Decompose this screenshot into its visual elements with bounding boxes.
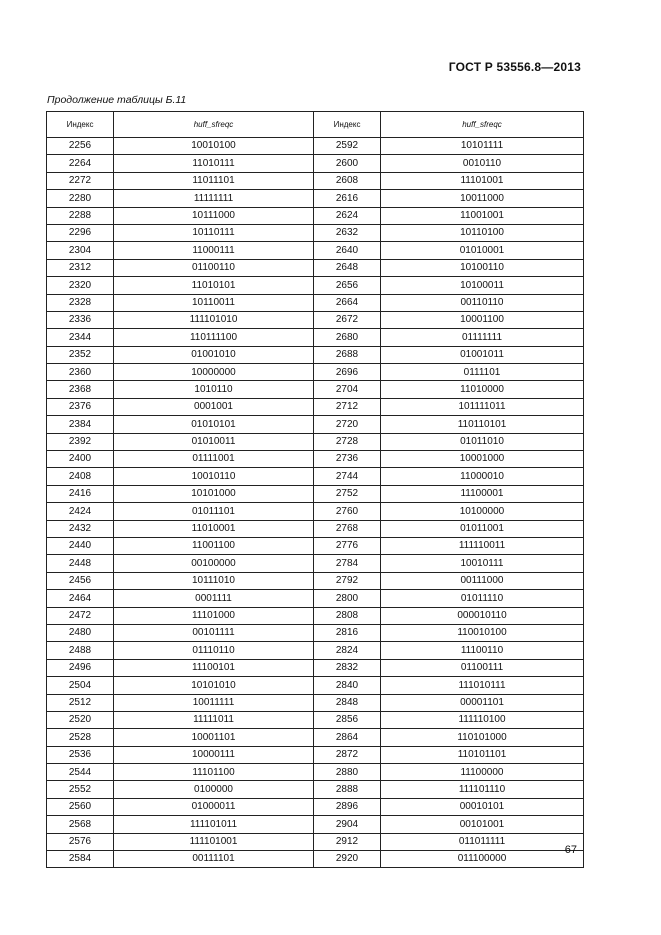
table-row <box>47 381 584 398</box>
index-cell-right: 2792 <box>314 572 381 589</box>
column-header-code-right: huff_sfreqc <box>381 112 584 138</box>
index-cell-left: 2584 <box>47 851 114 868</box>
code-cell-right: 11010000 <box>381 381 584 398</box>
table-row <box>47 781 584 798</box>
table-row <box>47 416 584 433</box>
table-row <box>47 642 584 659</box>
index-cell-left: 2488 <box>47 642 114 659</box>
table-row <box>47 138 584 155</box>
index-cell-left: 2496 <box>47 659 114 676</box>
code-cell-right: 00110110 <box>381 294 584 311</box>
index-cell-right: 2880 <box>314 764 381 781</box>
code-cell-right: 011100000 <box>381 851 584 868</box>
index-cell-left: 2440 <box>47 537 114 554</box>
index-cell-right: 2608 <box>314 172 381 189</box>
index-cell-right: 2776 <box>314 537 381 554</box>
index-cell-right: 2744 <box>314 468 381 485</box>
index-cell-right: 2896 <box>314 798 381 815</box>
code-cell-left: 111101010 <box>114 311 314 328</box>
table-row <box>47 659 584 676</box>
code-cell-left: 11111011 <box>114 711 314 728</box>
code-cell-left: 10101010 <box>114 677 314 694</box>
index-cell-right: 2688 <box>314 346 381 363</box>
code-cell-right: 111010111 <box>381 677 584 694</box>
index-cell-right: 2664 <box>314 294 381 311</box>
index-cell-left: 2352 <box>47 346 114 363</box>
index-cell-right: 2768 <box>314 520 381 537</box>
index-cell-left: 2448 <box>47 555 114 572</box>
table-row <box>47 746 584 763</box>
table-body <box>47 138 584 868</box>
index-cell-left: 2512 <box>47 694 114 711</box>
code-cell-right: 01100111 <box>381 659 584 676</box>
code-cell-right: 111110100 <box>381 711 584 728</box>
code-cell-left: 01010101 <box>114 416 314 433</box>
index-cell-left: 2576 <box>47 833 114 850</box>
table-caption: Продолжение таблицы Б.11 <box>47 94 187 106</box>
index-cell-left: 2320 <box>47 277 114 294</box>
index-cell-right: 2816 <box>314 624 381 641</box>
index-cell-left: 2328 <box>47 294 114 311</box>
table-row <box>47 155 584 172</box>
code-cell-right: 011011111 <box>381 833 584 850</box>
index-cell-left: 2528 <box>47 729 114 746</box>
index-cell-right: 2800 <box>314 590 381 607</box>
code-cell-right: 110101000 <box>381 729 584 746</box>
code-cell-right: 0010110 <box>381 155 584 172</box>
table-row <box>47 694 584 711</box>
index-cell-right: 2672 <box>314 311 381 328</box>
table-row <box>47 311 584 328</box>
code-cell-right: 10001100 <box>381 311 584 328</box>
table-row <box>47 520 584 537</box>
code-cell-right: 10100110 <box>381 259 584 276</box>
code-cell-right: 10010111 <box>381 555 584 572</box>
code-cell-left: 110111100 <box>114 329 314 346</box>
index-cell-right: 2648 <box>314 259 381 276</box>
index-cell-right: 2704 <box>314 381 381 398</box>
code-cell-right: 11100110 <box>381 642 584 659</box>
code-cell-right: 11100000 <box>381 764 584 781</box>
code-cell-left: 0100000 <box>114 781 314 798</box>
index-cell-left: 2544 <box>47 764 114 781</box>
index-cell-left: 2416 <box>47 485 114 502</box>
code-cell-left: 0001001 <box>114 398 314 415</box>
table-row <box>47 433 584 450</box>
code-cell-right: 101111011 <box>381 398 584 415</box>
huffman-code-table <box>46 111 584 868</box>
index-cell-left: 2472 <box>47 607 114 624</box>
table-row <box>47 590 584 607</box>
code-cell-left: 01100110 <box>114 259 314 276</box>
index-cell-right: 2624 <box>314 207 381 224</box>
index-cell-right: 2856 <box>314 711 381 728</box>
code-cell-right: 00001101 <box>381 694 584 711</box>
code-cell-left: 10010110 <box>114 468 314 485</box>
index-cell-right: 2736 <box>314 451 381 468</box>
code-cell-left: 111101001 <box>114 833 314 850</box>
index-cell-right: 2904 <box>314 816 381 833</box>
index-cell-left: 2480 <box>47 624 114 641</box>
index-cell-right: 2912 <box>314 833 381 850</box>
index-cell-left: 2520 <box>47 711 114 728</box>
code-cell-right: 11000010 <box>381 468 584 485</box>
code-cell-left: 10001101 <box>114 729 314 746</box>
code-cell-right: 10001000 <box>381 451 584 468</box>
code-cell-left: 11010111 <box>114 155 314 172</box>
index-cell-left: 2264 <box>47 155 114 172</box>
table-row <box>47 851 584 868</box>
code-cell-right: 110101101 <box>381 746 584 763</box>
index-cell-right: 2872 <box>314 746 381 763</box>
index-cell-right: 2632 <box>314 224 381 241</box>
code-cell-right: 01010001 <box>381 242 584 259</box>
index-cell-left: 2432 <box>47 520 114 537</box>
code-cell-right: 000010110 <box>381 607 584 624</box>
table-row <box>47 729 584 746</box>
table-row <box>47 277 584 294</box>
code-cell-right: 111101110 <box>381 781 584 798</box>
code-cell-left: 11011101 <box>114 172 314 189</box>
index-cell-left: 2272 <box>47 172 114 189</box>
code-cell-left: 10101000 <box>114 485 314 502</box>
code-cell-right: 10110100 <box>381 224 584 241</box>
code-cell-left: 00100000 <box>114 555 314 572</box>
table-row <box>47 624 584 641</box>
code-cell-left: 01111001 <box>114 451 314 468</box>
code-cell-right: 10101111 <box>381 138 584 155</box>
code-cell-right: 01111111 <box>381 329 584 346</box>
index-cell-left: 2304 <box>47 242 114 259</box>
code-cell-right: 110010100 <box>381 624 584 641</box>
table-row <box>47 816 584 833</box>
code-cell-left: 11101100 <box>114 764 314 781</box>
code-cell-right: 00111000 <box>381 572 584 589</box>
index-cell-left: 2568 <box>47 816 114 833</box>
index-cell-left: 2360 <box>47 364 114 381</box>
index-cell-right: 2752 <box>314 485 381 502</box>
index-cell-left: 2408 <box>47 468 114 485</box>
code-cell-left: 01010011 <box>114 433 314 450</box>
code-cell-right: 00101001 <box>381 816 584 833</box>
code-cell-left: 111101011 <box>114 816 314 833</box>
index-cell-right: 2808 <box>314 607 381 624</box>
index-cell-right: 2920 <box>314 851 381 868</box>
code-cell-left: 11100101 <box>114 659 314 676</box>
index-cell-left: 2536 <box>47 746 114 763</box>
code-cell-right: 110110101 <box>381 416 584 433</box>
code-cell-right: 10100000 <box>381 503 584 520</box>
index-cell-left: 2504 <box>47 677 114 694</box>
code-cell-left: 00111101 <box>114 851 314 868</box>
table-row <box>47 468 584 485</box>
index-cell-left: 2376 <box>47 398 114 415</box>
code-cell-left: 11001100 <box>114 537 314 554</box>
index-cell-left: 2464 <box>47 590 114 607</box>
index-cell-right: 2720 <box>314 416 381 433</box>
index-cell-left: 2392 <box>47 433 114 450</box>
index-cell-right: 2712 <box>314 398 381 415</box>
code-cell-left: 1010110 <box>114 381 314 398</box>
index-cell-right: 2760 <box>314 503 381 520</box>
code-cell-right: 10100011 <box>381 277 584 294</box>
index-cell-left: 2384 <box>47 416 114 433</box>
code-cell-right: 01011010 <box>381 433 584 450</box>
code-cell-right: 01011110 <box>381 590 584 607</box>
code-cell-left: 01011101 <box>114 503 314 520</box>
index-cell-left: 2256 <box>47 138 114 155</box>
code-cell-left: 11010101 <box>114 277 314 294</box>
code-cell-right: 111110011 <box>381 537 584 554</box>
index-cell-left: 2400 <box>47 451 114 468</box>
table-row <box>47 572 584 589</box>
table-row <box>47 537 584 554</box>
index-cell-right: 2840 <box>314 677 381 694</box>
code-cell-right: 01001011 <box>381 346 584 363</box>
index-cell-right: 2656 <box>314 277 381 294</box>
code-cell-right: 10011000 <box>381 190 584 207</box>
table-row <box>47 294 584 311</box>
code-cell-left: 11111111 <box>114 190 314 207</box>
code-cell-left: 00101111 <box>114 624 314 641</box>
code-cell-left: 10011111 <box>114 694 314 711</box>
index-cell-left: 2456 <box>47 572 114 589</box>
table-row <box>47 172 584 189</box>
document-standard-header: ГОСТ Р 53556.8—2013 <box>448 60 581 74</box>
index-cell-right: 2640 <box>314 242 381 259</box>
table-row <box>47 329 584 346</box>
index-cell-left: 2424 <box>47 503 114 520</box>
code-cell-left: 10000111 <box>114 746 314 763</box>
index-cell-right: 2784 <box>314 555 381 572</box>
index-cell-left: 2296 <box>47 224 114 241</box>
table-row <box>47 555 584 572</box>
index-cell-left: 2336 <box>47 311 114 328</box>
column-header-index-right: Индекс <box>314 112 381 138</box>
table-row <box>47 711 584 728</box>
code-cell-left: 10110111 <box>114 224 314 241</box>
table-row <box>47 346 584 363</box>
code-cell-right: 11100001 <box>381 485 584 502</box>
index-cell-right: 2848 <box>314 694 381 711</box>
index-cell-right: 2600 <box>314 155 381 172</box>
table-row <box>47 764 584 781</box>
index-cell-left: 2288 <box>47 207 114 224</box>
code-cell-left: 10111000 <box>114 207 314 224</box>
page-number: 67 <box>564 844 577 856</box>
index-cell-right: 2616 <box>314 190 381 207</box>
index-cell-left: 2560 <box>47 798 114 815</box>
index-cell-left: 2552 <box>47 781 114 798</box>
code-cell-left: 11101000 <box>114 607 314 624</box>
index-cell-right: 2696 <box>314 364 381 381</box>
index-cell-right: 2824 <box>314 642 381 659</box>
code-cell-left: 11010001 <box>114 520 314 537</box>
table-header-row <box>47 112 584 138</box>
table-row <box>47 798 584 815</box>
table-row <box>47 503 584 520</box>
index-cell-left: 2312 <box>47 259 114 276</box>
table-row <box>47 259 584 276</box>
table-row <box>47 451 584 468</box>
code-cell-left: 01000011 <box>114 798 314 815</box>
table-row <box>47 242 584 259</box>
code-cell-left: 10000000 <box>114 364 314 381</box>
code-cell-right: 00010101 <box>381 798 584 815</box>
table-row <box>47 364 584 381</box>
index-cell-right: 2592 <box>314 138 381 155</box>
index-cell-right: 2864 <box>314 729 381 746</box>
code-cell-right: 11101001 <box>381 172 584 189</box>
index-cell-left: 2344 <box>47 329 114 346</box>
table-row <box>47 190 584 207</box>
table-row <box>47 833 584 850</box>
code-cell-left: 0001111 <box>114 590 314 607</box>
code-cell-right: 01011001 <box>381 520 584 537</box>
code-cell-left: 10111010 <box>114 572 314 589</box>
code-cell-left: 11000111 <box>114 242 314 259</box>
table-row <box>47 207 584 224</box>
column-header-code-left: huff_sfreqc <box>114 112 314 138</box>
index-cell-right: 2680 <box>314 329 381 346</box>
table-row <box>47 485 584 502</box>
table-row <box>47 677 584 694</box>
code-cell-right: 0111101 <box>381 364 584 381</box>
table-row <box>47 224 584 241</box>
code-cell-left: 01001010 <box>114 346 314 363</box>
index-cell-left: 2280 <box>47 190 114 207</box>
index-cell-right: 2888 <box>314 781 381 798</box>
index-cell-right: 2832 <box>314 659 381 676</box>
code-cell-left: 01110110 <box>114 642 314 659</box>
column-header-index-left: Индекс <box>47 112 114 138</box>
index-cell-left: 2368 <box>47 381 114 398</box>
code-cell-left: 10110011 <box>114 294 314 311</box>
table-row <box>47 398 584 415</box>
code-cell-right: 11001001 <box>381 207 584 224</box>
table-row <box>47 607 584 624</box>
index-cell-right: 2728 <box>314 433 381 450</box>
code-cell-left: 10010100 <box>114 138 314 155</box>
